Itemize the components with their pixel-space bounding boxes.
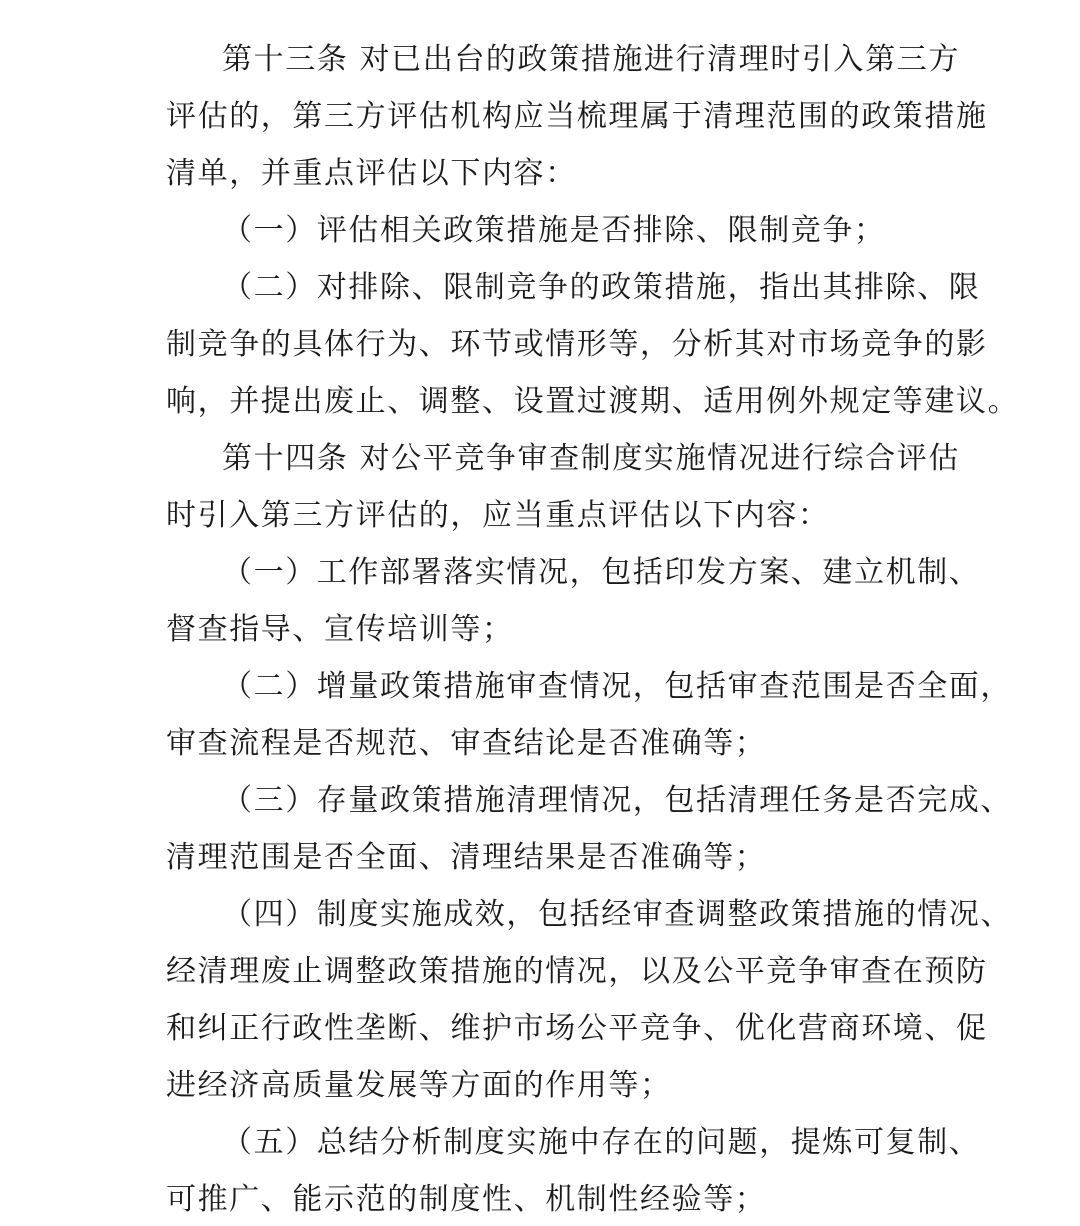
article-14-item-4-line-1: （四）制度实施成效，包括经审查调整政策措施的情况、 (222, 897, 1012, 932)
article-14-item-2-line-2: 审查流程是否规范、审查结论是否准确等； (166, 726, 767, 761)
article-14-item-5-line-2: 可推广、能示范的制度性、机制性经验等； (166, 1182, 767, 1217)
article-14-item-4-line-4: 进经济高质量发展等方面的作用等； (166, 1068, 672, 1103)
article-14-line-2: 时引入第三方评估的，应当重点评估以下内容： (166, 498, 830, 533)
article-14-item-1-line-2: 督查指导、宣传培训等； (166, 612, 514, 647)
article-13-line-2: 评估的，第三方评估机构应当梳理属于清理范围的政策措施 (166, 99, 988, 134)
article-13-item-2-line-2: 制竞争的具体行为、环节或情形等，分析其对市场竞争的影 (166, 327, 988, 362)
article-13-line-1: 第十三条 对已出台的政策措施进行清理时引入第三方 (222, 42, 960, 77)
article-14-item-4-line-2: 经清理废止调整政策措施的情况，以及公平竞争审查在预防 (166, 954, 988, 989)
article-13-item-2-line-1: （二）对排除、限制竞争的政策措施，指出其排除、限 (222, 270, 981, 305)
article-14-item-1-line-1: （一）工作部署落实情况，包括印发方案、建立机制、 (222, 555, 981, 590)
article-13-item-2-line-3: 响，并提出废止、调整、设置过渡期、适用例外规定等建议。 (166, 384, 1020, 419)
article-14-item-3-line-1: （三）存量政策措施清理情况，包括清理任务是否完成、 (222, 783, 1012, 818)
article-14-item-4-line-3: 和纠正行政性垄断、维护市场公平竞争、优化营商环境、促 (166, 1011, 988, 1046)
article-14-item-2-line-1: （二）增量政策措施审查情况，包括审查范围是否全面， (222, 669, 1012, 704)
article-14-item-5-line-1: （五）总结分析制度实施中存在的问题，提炼可复制、 (222, 1125, 981, 1160)
article-13-item-1: （一）评估相关政策措施是否排除、限制竞争； (222, 213, 886, 248)
article-14-item-3-line-2: 清理范围是否全面、清理结果是否准确等； (166, 840, 767, 875)
article-14-line-1: 第十四条 对公平竞争审查制度实施情况进行综合评估 (222, 441, 960, 476)
article-13-line-3: 清单，并重点评估以下内容： (166, 156, 577, 191)
